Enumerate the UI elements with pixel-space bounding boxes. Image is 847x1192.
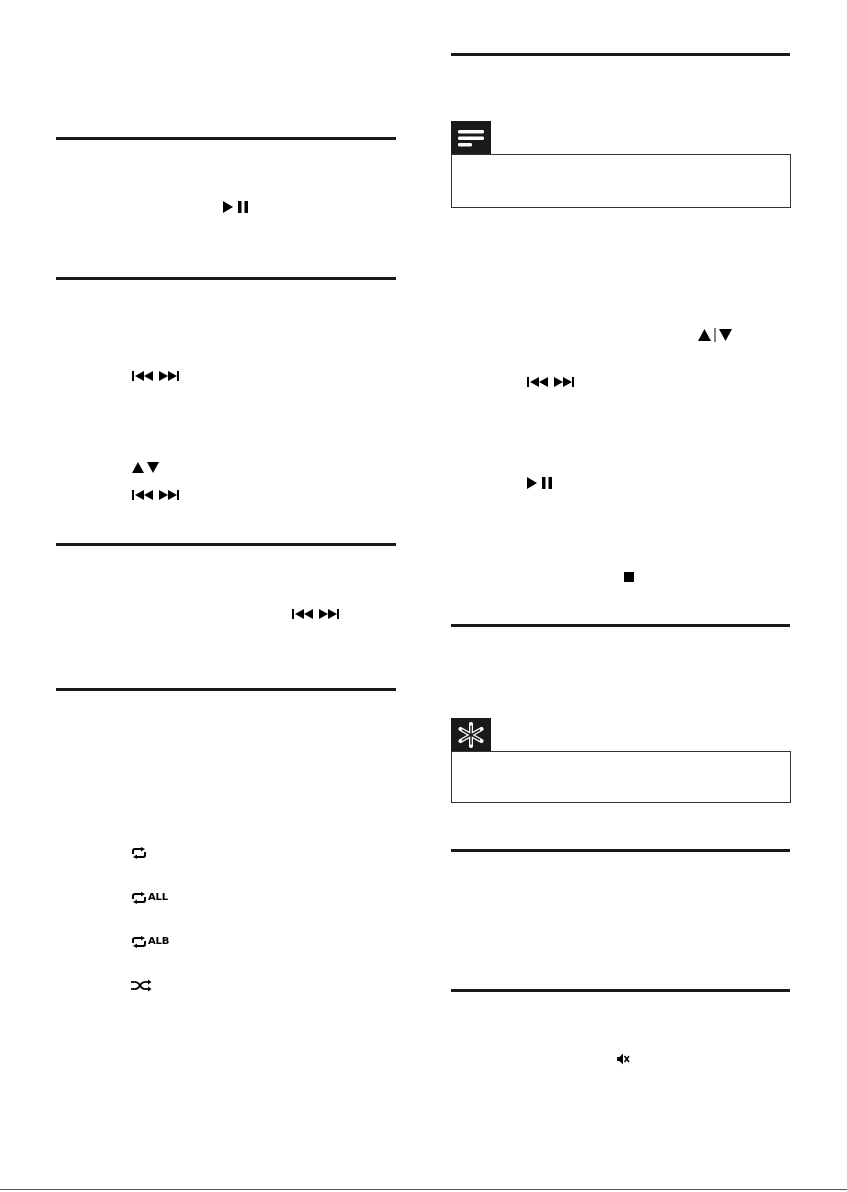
shuffle-icon (130, 979, 152, 992)
note-box (451, 154, 791, 208)
section-divider-2 (56, 277, 396, 280)
section-divider-1 (56, 137, 396, 140)
repeat-album-icon (130, 935, 170, 949)
play-pause-icon (525, 476, 555, 490)
note-tab (451, 121, 491, 155)
section-divider-5 (451, 53, 790, 56)
play-pause-icon (221, 200, 251, 214)
section-divider-7 (451, 849, 790, 852)
section-divider-6 (451, 624, 790, 627)
section-divider-3 (56, 543, 396, 546)
stop-icon (624, 572, 634, 582)
prev-next-icon (526, 376, 576, 388)
tip-asterisk-icon (458, 722, 484, 748)
repeat-all-label: ALL (148, 892, 168, 903)
up-down-icon (131, 461, 161, 474)
prev-next-icon (131, 489, 181, 501)
repeat-album-label: ALB (148, 936, 170, 947)
tip-box (451, 751, 791, 803)
prev-next-icon (291, 608, 341, 620)
prev-next-icon (131, 370, 181, 382)
repeat-icon (130, 847, 148, 859)
repeat-icon (130, 892, 148, 904)
tip-tab (451, 718, 491, 752)
note-icon (456, 127, 486, 149)
section-divider-8 (451, 989, 790, 992)
section-divider-4 (56, 688, 396, 691)
repeat-all-icon (130, 891, 170, 905)
repeat-icon (130, 936, 148, 948)
page-bottom-edge (0, 1189, 847, 1190)
mute-icon (616, 1052, 630, 1066)
up-down-icon (697, 328, 733, 342)
